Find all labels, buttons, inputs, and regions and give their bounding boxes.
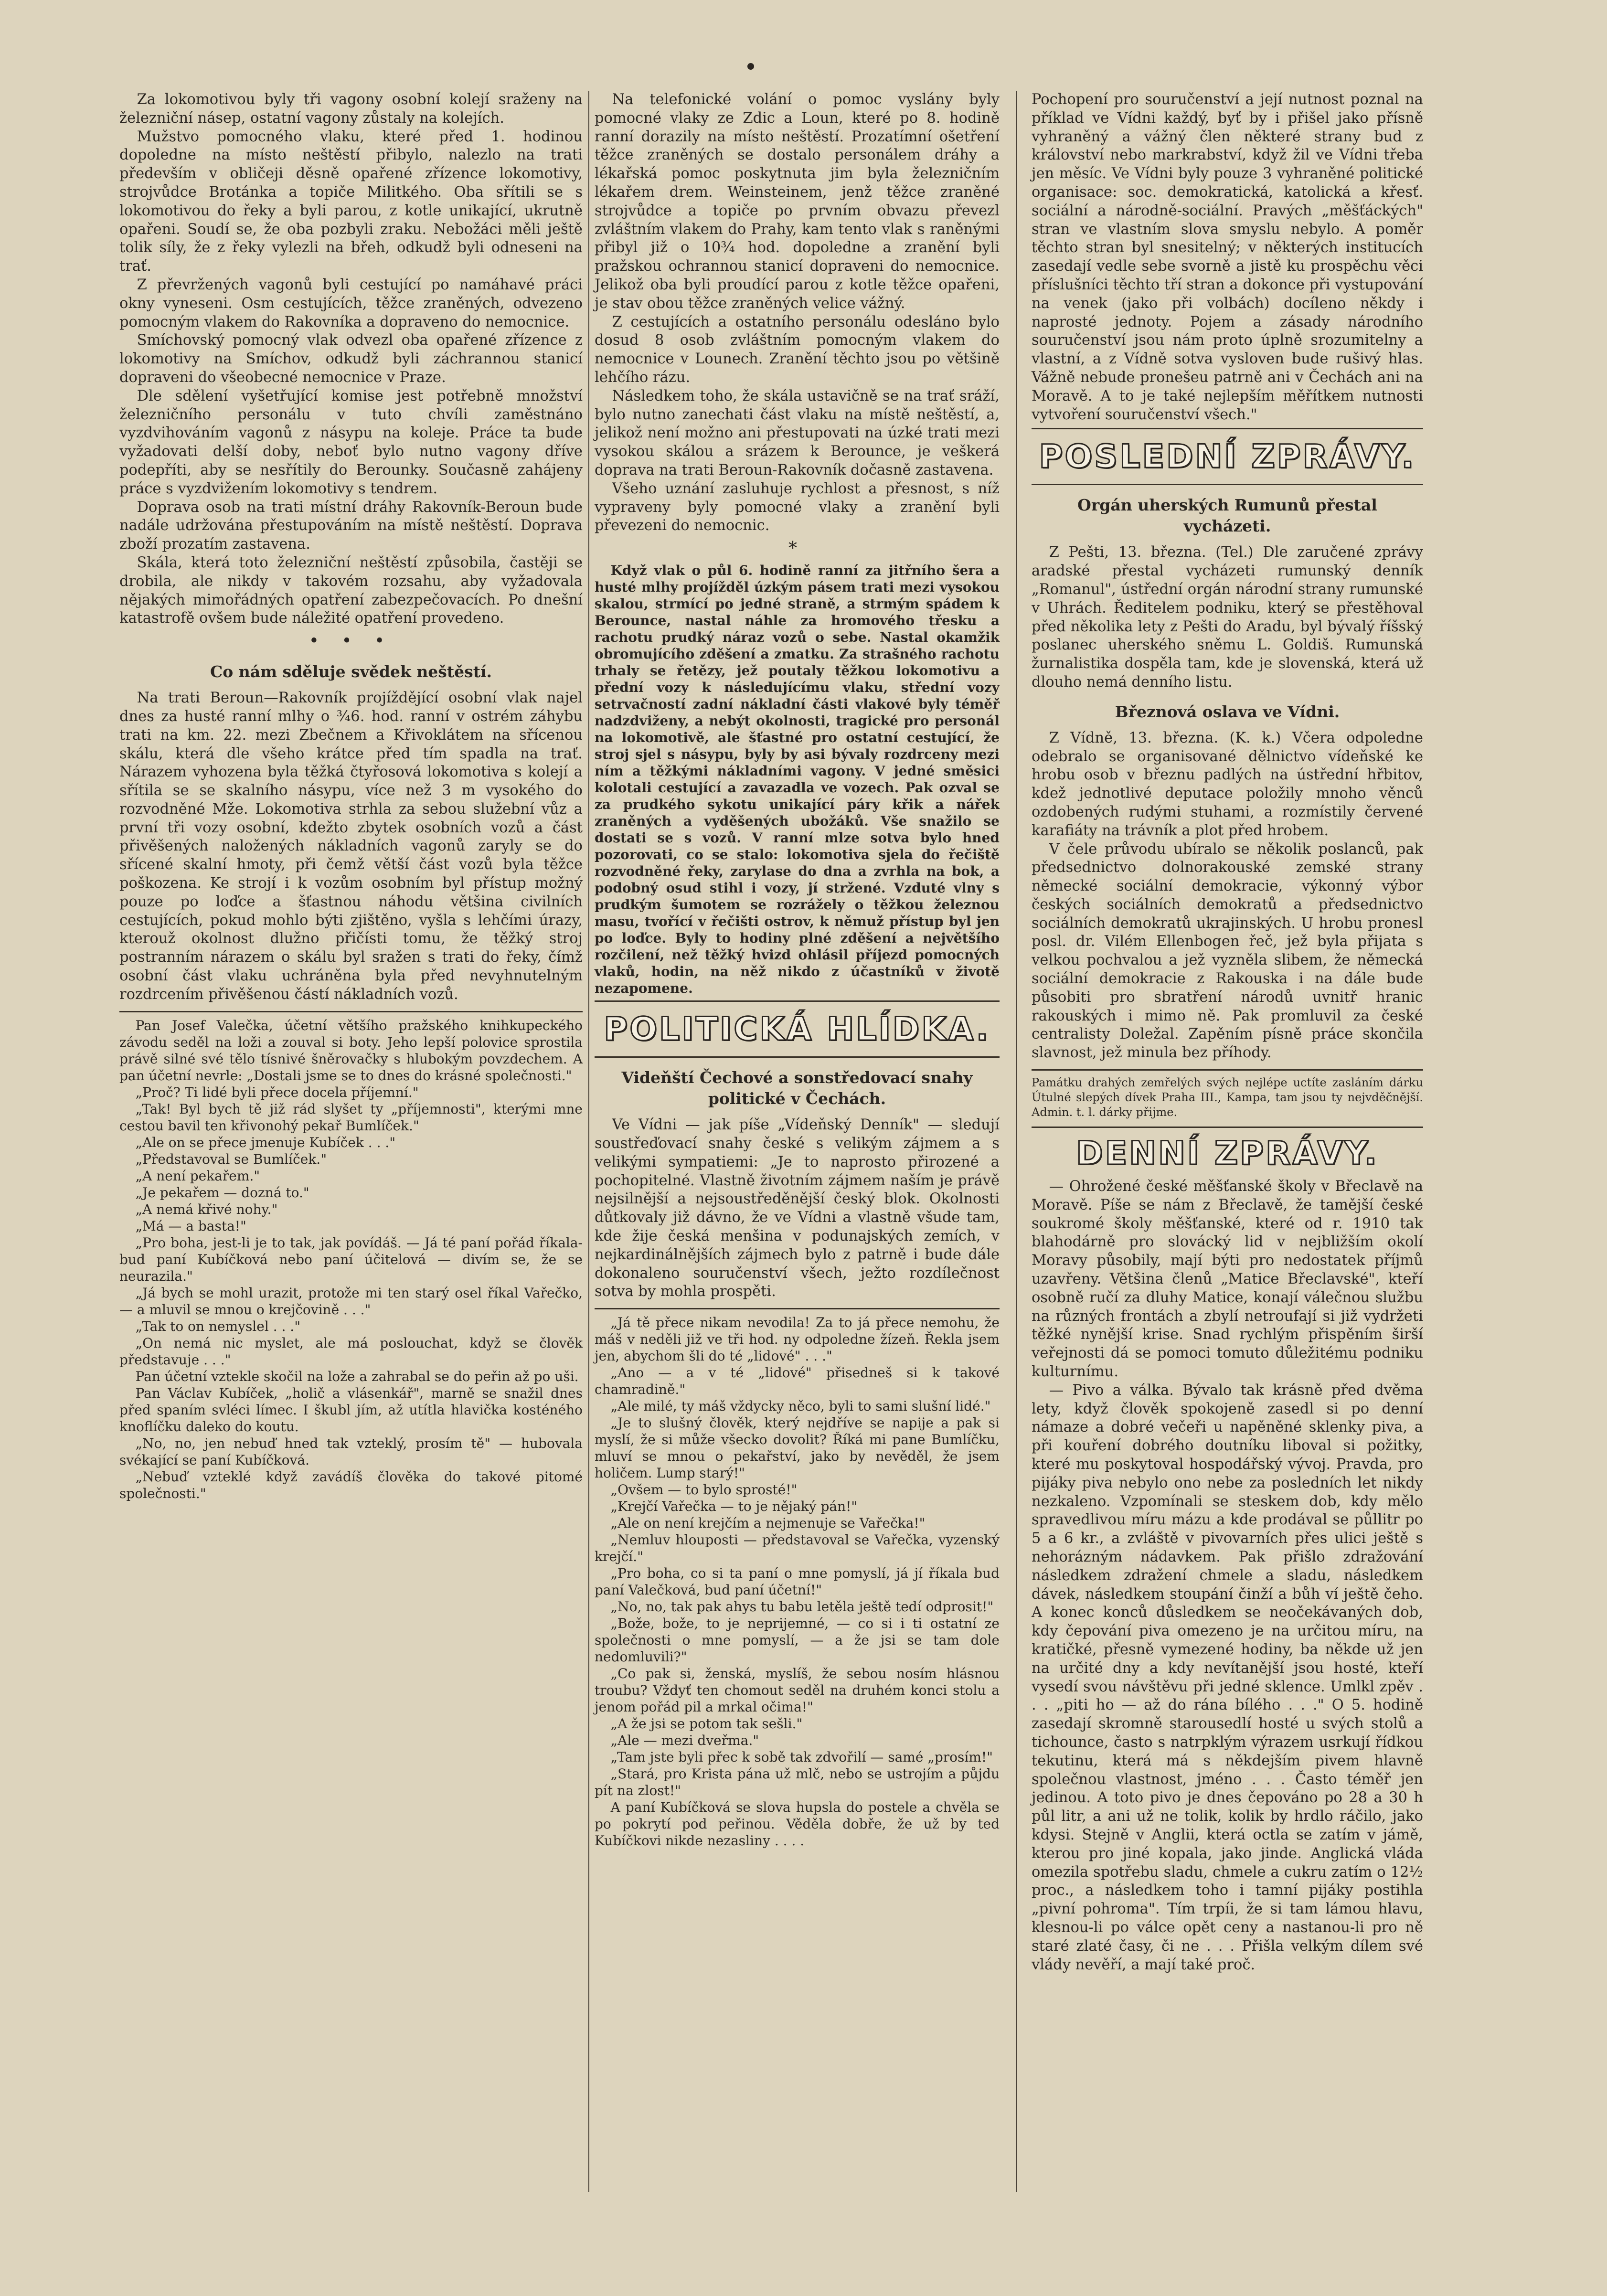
notice: Památku drahých zemřelých svých nejlépe uctíte zasláním dárku Útulné slepých dívek Praha III., Kampa, tam jsou ty nejvděčnější. Admin. t. l. dárky přijme. bbox=[1032, 1076, 1423, 1119]
anecdote-line: „Stará, pro Krista pána už mlč, nebo se ustrojím a půjdu pít na zlost!" bbox=[595, 1766, 1000, 1799]
article-paragraph: Za lokomotivou byly tři vagony osobní kolejí sraženy na železniční násep, ostatní vagony zůstaly na kolejích. bbox=[119, 91, 583, 127]
anecdote-line: „Má — a basta!" bbox=[135, 1218, 246, 1234]
anecdote-line: „A není pekařem." bbox=[135, 1168, 260, 1184]
anecdote-line: „Ale on se přece jmenuje Kubíček . . ." bbox=[135, 1134, 396, 1150]
anecdote-line: „Představoval se Bumlíček." bbox=[135, 1151, 327, 1167]
anecdote-line: „No, no, tak pak ahys tu babu letěla ještě tedí odprosit!" bbox=[610, 1599, 994, 1615]
section-masthead-box bbox=[1032, 428, 1423, 485]
anecdote-line: „Ale — mezi dveřma." bbox=[610, 1733, 759, 1749]
article-paragraph: Na trati Beroun—Rakovník projíždějící osobní vlak najel dnes za husté ranní mlhy o ¾6. hod. ranní v ostrém záhybu trati na km. 22. mezi Zbečnem a Křivoklátem na sřícenou skálu, která dle všeho krátce před tím spadla na trať. Nárazem vyhozena byla těžká čtyřosová lokomotiva s kolejí a sřítila se se skalního násypu, více než 3 m vysokého do rozvodněné Mže. Lokomotiva strhla za sebou služební vůz a první tři vozy osobní, kdežto zbytek osobních vozů a část přivěšených naložených nákladních vagonů zaryly se do sřícené skalní hmoty, při čemž větší část vozů byla těžce poškozena. Ke strojí i k vozům osobním byl přístup možný pouze po loďce a šťastnou náhodu většina civilních cestujících, pokud mohlo býti zjištěno, vyšla s lehčími úrazy, kterouž okolnost dlužno přičísti tomu, že těžký stroj postranním nárazem o skálu byl sražen s trati do řeky, čímž osobní část vlaku uchráněna byla před nevyhnutelným rozdrcením přivěšenou částí nákladních vozů. bbox=[119, 690, 583, 1003]
page-ornament bbox=[747, 63, 754, 70]
article-paragraph: Když vlak o půl 6. hodině ranní za jitřního šera a husté mlhy projížděl úzkým pásem trati mezi vysokou skalou, strmící po jedné straně, a strmým spádem k Berounce, nastal náhle za hromového třesku a rachotu prudký náraz vozů o sebe. Nastal okamžik obromujícího zděšení a zmatku. Za strašného rachotu trhaly se řetězy, jež poutaly těžkou lokomotivu a přední vozy k následujícímu vlaku, střední vozy setrvačností zadní nákladní části vlakové byly téměř nadzdviženy, a nebýt okolnosti, tragické pro personál na lokomotivě, ale šťastné pro ostatní cestující, že stroj sjel s násypu, byly by asi bývaly rozdrceny mezi ním a těžkými nákladními vagony. V jedné směsici kolotali cestující a zavazadla ve vozech. Pak ozval se za prudkého sykotu unikající páry křik a nářek zraněných a vyděšených ubožáků. Vše snažilo se dostati se s vozů. V ranní mlze sotva bylo hned pozorovati, co se stalo: lokomotiva sjela do řečiště rozvodněné řeky, zarylase do dna a zvrhla na bok, a podobný osud stihl i vozy, jí stržené. Vzduté vlny s prudkým šumotem se rozrážely o těžkou železnou masu, tvořící v řečišti ostrov, k němuž přístup byl jen po loďce. Byly to hodiny plné zděšení a největšího rozčilení, než těžký hvizd ohlásil příjezd pomocných vlaků, hodin, na něž nikdo z účastníků v životě nezapomene. bbox=[595, 563, 1000, 997]
section-divider: * bbox=[788, 539, 806, 559]
column-rule bbox=[1016, 91, 1017, 2192]
article-paragraph: Dle sdělení vyšetřující komise jest potřebně množství železničního personálu v tuto chvíli zaměstnáno vyzdvihováním vagonů z násypu na koleje. Práce ta bude vyžadovati delší doby, neboť bylo nutno vagony dříve podepříti, aby se nesřítily do Berounky. Současně zahájeny práce s vyzdvižením lokomotivy s tendrem. bbox=[119, 387, 583, 497]
anecdote-line: „Ale milé, ty máš vždycky něco, byli to sami slušní lidé." bbox=[610, 1398, 991, 1414]
anecdote-line: „Ano — a v té „lidové" přisedneš si k takové chamradině." bbox=[595, 1365, 1000, 1398]
divider bbox=[595, 1308, 1000, 1309]
section-heading: Březnová oslava ve Vídni. bbox=[1115, 702, 1340, 721]
article-paragraph: Doprava osob na trati místní dráhy Rakovník-Beroun bude nadále udržována přestupováním na místě neštěstí. Doprava zboží prozatím zastavena. bbox=[119, 499, 583, 553]
anecdote-line: A paní Kubíčková se slova hupsla do postele a chvěla se po pokrytí pod peřinou. Věděla dobře, že už by ted Kubíčkovi nikde nezasliny . . . . bbox=[595, 1799, 1000, 1849]
anecdote-line: „Krejčí Vařečka — to je nějaký pán!" bbox=[610, 1499, 858, 1515]
column-3 bbox=[1032, 91, 1423, 1974]
anecdote-line: „Tak! Byl bych tě již rád slyšet ty „příjemnosti", kterými mne cestou bavil ten křivonohý pekař Bumlíček." bbox=[119, 1101, 583, 1134]
anecdote bbox=[119, 1017, 583, 1502]
anecdote-line: Pan Josef Valečka, účetní většího pražského knihkupeckého závodu seděl na loži a zouval si boty. Jeho lepší polovice sprostila právě silné své tělo tísnivé šněrovačky s hlubokým povzdechem. A pan účetní nevrle: „Dostali jsme se to dnes do krásné společnosti." bbox=[119, 1017, 583, 1084]
anecdote-line: „A že jsi se potom tak sešli." bbox=[610, 1716, 803, 1732]
article-paragraph: — Ohrožené české měšťanské školy v Břeclavě na Moravě. Píše se nám z Břeclavě, že tamější české soukromé školy měšťanské, které od r. 1910 tak blahodárně pro slovácký lid v nejbližším okolí Moravy působily, mají býti pro nedostatek příjmů uzavřeny. Většina členů „Matice Břeclavské", kteří osobně ručí za dluhy Matice, konají válečnou službu na různých frontách a zbylí netroufají si již vydržeti těžké nynější krise. Snad rychlým přispěním širší veřejnosti dá se pomoci tomuto důležitému podniku kulturnímu. bbox=[1032, 1178, 1423, 1381]
article-paragraph: Z převržených vagonů byli cestující po namáhavé práci okny vyneseni. Osm cestujících, těžce zraněných, odvezeno pomocným vlakem do Rakovníka a dopraveno do nemocnice. bbox=[119, 276, 583, 330]
article-paragraph: Pochopení pro souručenství a její nutnost poznal na příklad ve Vídni každý, byť by i přišel jako přísně vyhraněný a vážný člen některé strany bud z království nebo markrabství, když žil ve Vídni třeba jen měsíc. Ve Vídni byly pouze 3 vyhraněné politické organisace: soc. demokratická, katolická a křesť. sociální a národně-sociální. Pravých „měšťáckých" stran ve vlastním slova smyslu nebylo. A poměr těchto stran byl snesitelný; v některých institucích zasedají vedle sebe svorně a jistě ku prospěchu věci příslušníci těchto tří stran a dokonce při vystupování na venek (jako při volbách) docíleno někdy i naprosté jednoty. Pojem a zásady národního souručenství jsou nám proto úplně srozumitelny a vlastní, a z Vídně sotva vysloven bude rušivý hlas. Vážně nebude pronešeu patrně ani v Čechách ani na Moravě. A to je také nejlepším měřítkem nutnosti vytvoření souručenství všech." bbox=[1032, 91, 1423, 423]
anecdote-line: „Pro boha, co si ta paní o mne pomyslí, já jí říkala bud paní Valečková, bud paní účetní!" bbox=[595, 1565, 1000, 1598]
anecdote bbox=[595, 1314, 1000, 1849]
masthead-denni-zpravy: DENNÍ ZPRÁVY. bbox=[1076, 1135, 1379, 1173]
anecdote-line: „Ovšem — to bylo sprosté!" bbox=[610, 1482, 798, 1498]
divider bbox=[119, 1011, 583, 1012]
anecdote-line: „Tak to on nemyslel . . ." bbox=[135, 1318, 301, 1334]
anecdote-line: „Nemluv hlouposti — představoval se Vařečka, vyzenský krejčí." bbox=[595, 1532, 1000, 1565]
article-paragraph: Na telefonické volání o pomoc vyslány byly pomocné vlaky ze Zdic a Loun, které po 8. hodině ranní dorazily na místo neštěstí. Prozatímní ošetření těžce zraněných se dostalo personálem dráhy a lékařská pomoc poskytnuta jim byla železničním lékařem drem. Weinsteinem, jenž těžce zraněné strojvůdce a topiče po prvním obvazu převezl zvláštním vlakem do Prahy, kam tento vlak s raněnými přibyl již o 10¾ hod. dopoledne a zranění byli pražskou ochrannou stanicí dopraveni do nemocnice. Jelikož oba byli proudící parou z kotle těžce opařeni, je stav obou těžce zraněných velice vážný. bbox=[595, 91, 1000, 312]
anecdote-line: „Já bych se mohl urazit, protože mi ten starý osel říkal Vařečko, — a mluvil se mnou o krejčovině . . ." bbox=[119, 1285, 583, 1318]
anecdote-line: Pan Václav Kubíček, „holič a vlásenkář", marně se snažil dnes před spaním svléci límec. I škubl jím, až utítla hlavička kosténého knoflíčku daleko do koutu. bbox=[119, 1385, 583, 1435]
article-paragraph: Z Pešti, 13. března. (Tel.) Dle zaručené zprávy aradské přestal vycházeti rumunský denník „Romanul", ústřední orgán národní strany rumunské v Uhrách. Ředitelem podniku, který se přestěhoval před několika lety z Pešti do Aradu, byl bývalý říšský poslanec uherského sněmu L. Goldiš. Rumunská žurnalistika dospěla tam, kde je slovenská, která už dlouho nemá denního listu. bbox=[1032, 544, 1423, 691]
section-masthead-box bbox=[595, 1000, 1000, 1058]
anecdote-line: „No, no, jen nebuď hned tak vzteklý, prosím tě" — hubovala svékající se paní Kubíčková. bbox=[119, 1435, 583, 1468]
anecdote-line: „Je to slušný člověk, který nejdříve se napije a pak si myslí, že si může všecko dovolit? Říká mi pane Bumlíčku, mluví se mnou o pekařství, jako by nevěděl, že jsem holičem. Lump starý!" bbox=[595, 1415, 1000, 1481]
article-paragraph: Ve Vídni — jak píše „Vídeňský Denník" — sledují soustřeďovací snahy české s velikým zájmem a s velikými sympatiemi: „Je to naprosto přirozené a pochopitelné. Vlastně životním zájmem naším je právě nejsilnější a nejsoustředěnější český blok. Okolnosti důtkovaly již dávno, že ve Vídni a vlastně všude tam, kde žije česká menšina v podunajských zemích, v nejkardinálnějších zájmech bylo z patrně i bude dále dokonaleno souručenství všech, ježto rozdílečnost sotva by mohla prospěti. bbox=[595, 1116, 1000, 1300]
article-paragraph: Následkem toho, že skála ustavičně se na trať sráží, bylo nutno zanechati část vlaku na místě neštěstí, a, jelikož není možno ani přestupovati na úzké trati mezi vysokou skálou a srázem k Berounce, je veškerá doprava na trati Beroun-Rakovník dočasně zastavena. bbox=[595, 387, 1000, 478]
article-paragraph: — Pivo a válka. Bývalo tak krásně před dvěma lety, když člověk spokojeně zasedl si po denní námaze a dobré večeři u napěněné sklenky piva, a při kouření dobrého doutníku liboval si požitky, které mu poskytoval hospodářský vývoj. Pravda, pro pijáky piva nebylo ono nebe za posledních let nikdy nezkaleno. Vzpomínali se steskem dob, kdy mělo spravedlivou míru mázu a kde prodával se půllitr po 5 a 6 kr., a zvláště v pivovarních přes ulici ještě s nehorázným nádavkem. Pak přišlo zdražování následkem zdražení chmele a sladu, následkem dávek, následkem stoupání činží a bůh ví ještě čeho. A konec konců důsledkem se neočekávaných dob, kdy čepování piva omezeno je na určitou míru, na kratičké, přesně vymezené hodiny, ba někde už jen na určité dny a kdy nevítanější jsou hosté, kteří vysedí svou návštěvu při jedné sklence. Umlkl zpěv . . . „piti ho — až do rána bílého . . ." O 5. hodině zasedají skromně starousedlí hosté u svých stolů a tichounce, často s natrpklým výrazem usrkují řídkou tekutinu, která má s někdejším pivem hlavně společnou vlastnost, jméno . . . Často téměř jen jedinou. A toto pivo je dnes čepováno po 28 a 30 h půl litr, a ani už ne tolik, kolik by hrdlo ráčilo, jako kdysi. Stejně v Anglii, která octla se zatím v jámě, kterou pro jiné kopala, jako jinde. Anglická vláda omezila spotřebu sladu, chmele a cukru zatím o 12½ proc., a následkem toho i tamní pijáky postihla „pivní pohroma". Tím trpíi, že si tam lámou hlavu, klesnou-li po válce opět ceny a nastanou-li pro ně staré zlaté časy, či ne . . . Přišla velkým dílem své vlády nevěří, a mají také proč. bbox=[1032, 1382, 1423, 1973]
anecdote-line: „Tam jste byli přec k sobě tak zdvořilí — samé „prosím!" bbox=[610, 1749, 993, 1765]
anecdote-line: „On nemá nic myslet, ale má poslouchat, když se člověk představuje . . ." bbox=[119, 1335, 583, 1368]
column-rule bbox=[588, 91, 589, 2192]
article-paragraph: Smíchovský pomocný vlak odvezl oba opařené zřízence z lokomotivy na Smíchov, odkudž byli záchrannou stanicí dopraveni do všeobecné nemocnice v Praze. bbox=[119, 332, 583, 386]
anecdote-line: Pan účetní vztekle skočil na lože a zahrabal se do peřin až po uši. bbox=[135, 1368, 579, 1384]
anecdote-line: „Pro boha, jest-li je to tak, jak povídáš. — Já té paní pořád říkala-bud paní Kubíčková nebo paní účitelová — divím se, že se neurazila." bbox=[119, 1234, 583, 1284]
masthead-posledni-zpravy: POSLEDNÍ ZPRÁVY. bbox=[1039, 438, 1416, 476]
anecdote-line: „Já tě přece nikam nevodila! Za to já přece nemohu, že máš v neděli již ve tři hod. ny odpoledne žízeň. Řekla jsem jen, abychom šli do té „lidové" . . ." bbox=[595, 1315, 1000, 1364]
article-paragraph: V čele průvodu ubíralo se několik poslanců, pak předsednictvo dolnorakouské zemské strany německé sociální demokracie, výkonný výbor českých sociálních demokratů a předsednictvo sociálních demokratů ukrajinských. U hrobu pronesl posl. dr. Vilém Ellenbogen řeč, jež byla přijata s velkou pochvalou a jež vyzněla slibem, že německá sociální demokracie z Rakouska i na dále bude působiti pro sbratření národů uvnitř hranic rakouských i mimo ně. Pak promluvil za české centralisty Doležal. Zapěním písně práce skončila slavnost, jež minula bez příhody. bbox=[1032, 840, 1423, 1062]
divider bbox=[1032, 1127, 1423, 1128]
divider bbox=[1032, 1069, 1423, 1071]
column-1 bbox=[119, 91, 583, 1502]
section-divider: • • • bbox=[309, 631, 394, 651]
article-paragraph: Z Vídně, 13. března. (K. k.) Včera odpoledne odebralo se organisované dělnictvo vídeňské ke hrobu osob v březnu padlých na ústřední hřbitov, kdež jednotlivé deputace položily mnoho věnců ozdobených rudými stuhami, a rozmístily červené karafiáty na trávník a plot před hrobem. bbox=[1032, 729, 1423, 839]
anecdote-line: „Nebuď vzteklé když zavádíš člověka do takové pitomé společnosti." bbox=[119, 1468, 583, 1501]
section-heading: Orgán uherských Rumunů přestal vycházeti. bbox=[1077, 496, 1377, 536]
anecdote-line: „Proč? Ti lidé byli přece docela příjemní." bbox=[135, 1084, 419, 1100]
anecdote-line: „Je pekařem — dozná to." bbox=[135, 1184, 309, 1201]
article-paragraph: Mužstvo pomocného vlaku, které před 1. hodinou dopoledne na místo neštěstí přibylo, nalezlo na trati především v obličeji děsně opařené zřízence lokomotivy, strojvůdce Brotánka a topiče Militkého. Oba sřítili se s lokomotivou do řeky a byli parou, z kotle unikající, ukrutně opařeni. Soudí se, že oba pozbyli zraku. Nebožáci měli ještě tolik síly, že z řeky vylezli na břeh, odkudž byli odneseni na trať. bbox=[119, 128, 583, 275]
article-paragraph: Z cestujících a ostatního personálu odesláno bylo dosud 8 osob zvláštním pomocným vlakem do nemocnice v Lounech. Zranění těchto jsou po většině lehčího rázu. bbox=[595, 313, 1000, 386]
section-heading: Co nám sděluje svědek neštěstí. bbox=[210, 662, 492, 681]
anecdote-line: „A nemá křivé nohy." bbox=[135, 1201, 278, 1217]
section-heading: Videňští Čechové a sonstředovací snahy politické v Čechách. bbox=[621, 1068, 973, 1108]
anecdote-line: „Ale on není krejčím a nejmenuje se Vařečka!" bbox=[610, 1515, 926, 1531]
article-paragraph: Skála, která toto železniční neštěstí způsobila, častěji se drobila, ale nikdy v takovém rozsahu, aby vyžadovala nějakých mimořádných opatření zabezpečovacích. Po dnešní katastrofě ovšem bude náležité opatření provedeno. bbox=[119, 554, 583, 627]
column-2 bbox=[595, 91, 1000, 1849]
article-paragraph: Všeho uznání zasluhuje rychlost a přesnost, s níž vypraveny byly pomocné vlaky a zranění byli převezeni do nemocnic. bbox=[595, 480, 1000, 534]
anecdote-line: „Co pak si, ženská, myslíš, že sebou nosím hlásnou troubu? Vždyť ten chomout seděl na druhém konci stolu a jenom pořád pil a mrkal očima!" bbox=[595, 1666, 1000, 1715]
masthead-politicka-hlidka: POLITICKÁ HLÍDKA. bbox=[604, 1010, 990, 1049]
anecdote-line: „Bože, bože, to je neprijemné, — co si i ti ostatní ze společnosti o mne pomyslí, — a že jsi se tam dole nedomluvili?" bbox=[595, 1616, 1000, 1665]
